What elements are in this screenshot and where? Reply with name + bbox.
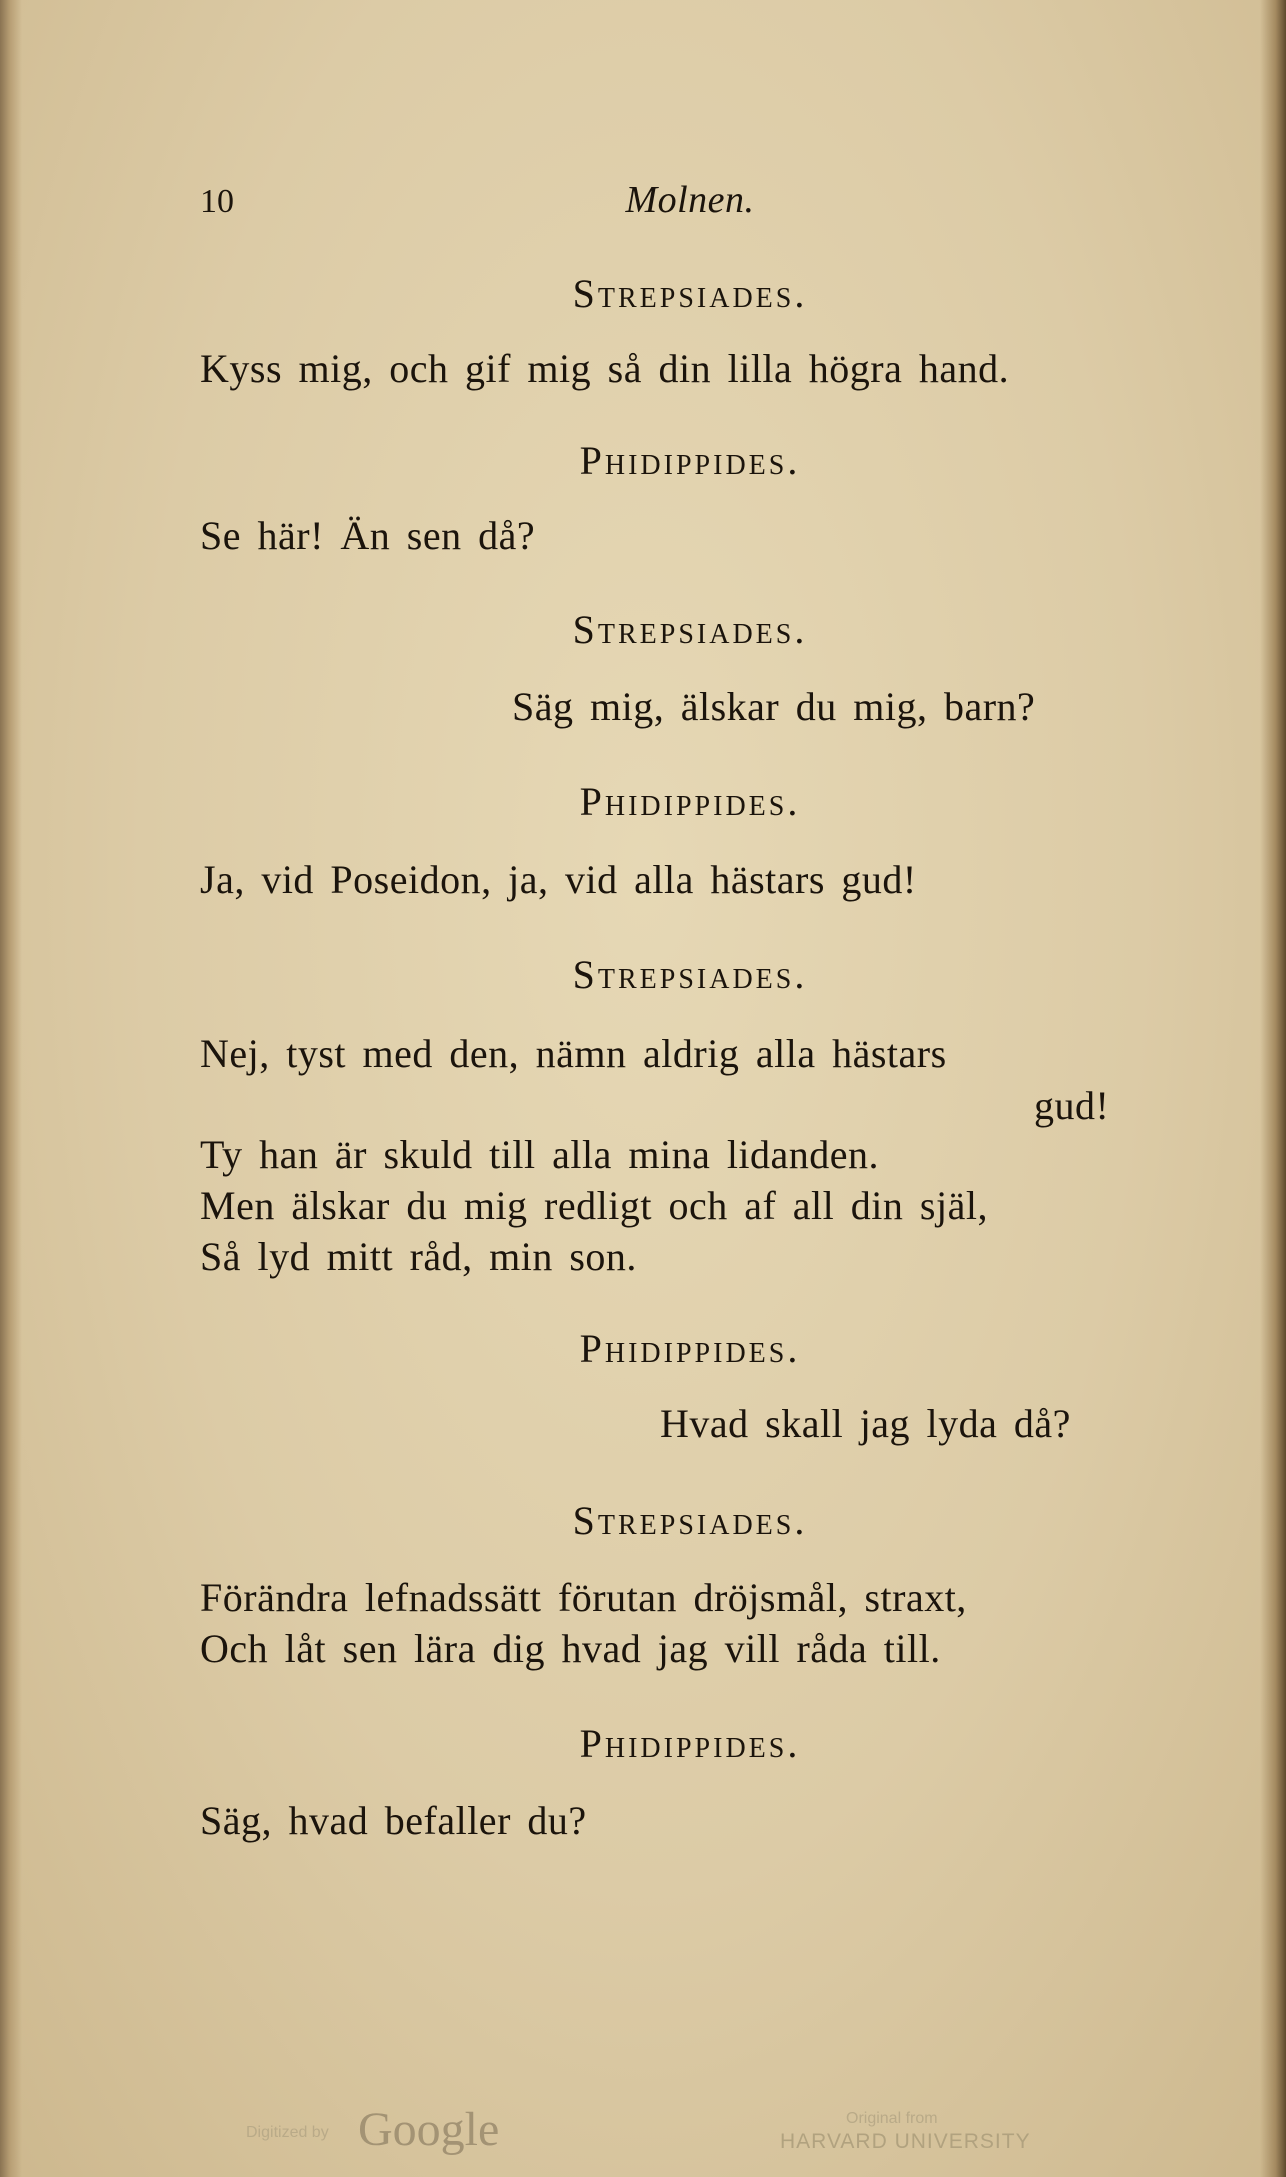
verse-line: Säg mig, älskar du mig, barn? [512,684,1036,729]
verse-line: Förändra lefnadssätt förutan dröjsmål, straxt, [200,1575,967,1620]
google-logo: Google [358,2103,500,2156]
verse-line: Ja, vid Poseidon, ja, vid alla hästars gud! [200,857,917,902]
verse-line: Ty han är skuld till alla mina lidanden. [200,1132,880,1177]
verse-line: Se här! Än sen då? [200,513,536,558]
verse-line: Kyss mig, och gif mig så din lilla högra hand. [200,346,1010,391]
harvard-university-watermark: HARVARD UNIVERSITY [780,2130,1031,2153]
verse-line: Hvad skall jag lyda då? [660,1401,1071,1446]
digitized-by-watermark: Digitized by [246,2124,329,2141]
speaker-heading: Phidippides. [579,1326,801,1371]
verse-line: Och låt sen lära dig hvad jag vill råda till. [200,1626,941,1671]
verse-line: Säg, hvad befaller du? [200,1798,587,1843]
original-from-watermark: Original from [846,2110,938,2127]
speaker-heading: Strepsiades. [572,607,808,652]
speaker-heading: Strepsiades. [572,952,808,997]
page-number: 10 [200,183,234,220]
speaker-heading: Phidippides. [579,779,801,824]
running-title: Molnen. [625,179,755,221]
page-right-edge [1260,0,1286,2177]
verse-line: Nej, tyst med den, nämn aldrig alla hästars [200,1031,947,1076]
speaker-heading: Strepsiades. [572,1498,808,1543]
speaker-heading: Strepsiades. [572,271,808,316]
verse-line: Så lyd mitt råd, min son. [200,1234,637,1279]
verse-line: Men älskar du mig redligt och af all din själ, [200,1183,988,1228]
speaker-heading: Phidippides. [579,438,801,483]
verse-line-continuation: gud! [1034,1083,1110,1128]
speaker-heading: Phidippides. [579,1721,801,1766]
page-left-edge [0,0,22,2177]
